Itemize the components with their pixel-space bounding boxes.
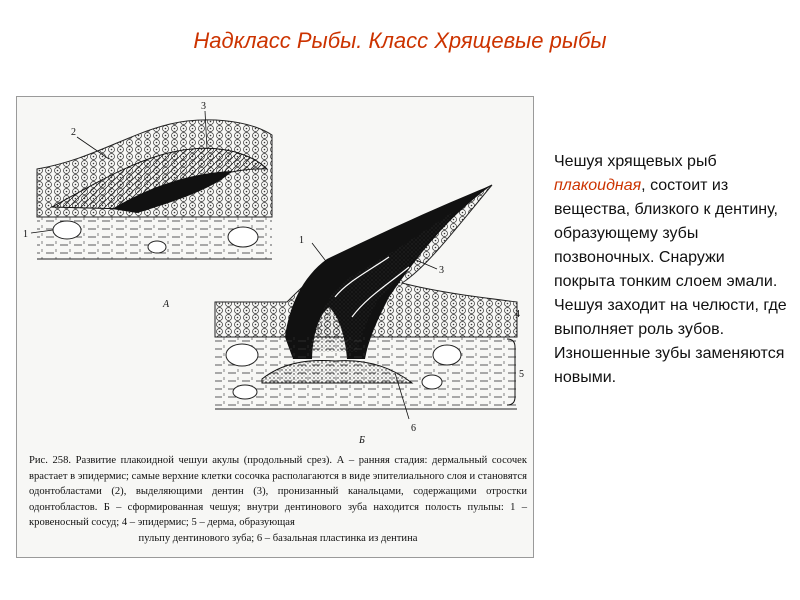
figure-illustration xyxy=(16,96,534,558)
label-b-4: 4 xyxy=(515,309,520,320)
panel-a xyxy=(23,101,272,310)
label-a-3: 3 xyxy=(201,101,206,112)
description-part1: Чешуя хрящевых рыб xyxy=(554,153,717,170)
label-b-5: 5 xyxy=(519,369,524,380)
caption-text-end: пульпу дентинового зуба; 6 – базальная пластинка из дентина xyxy=(138,532,418,544)
slide-title: Надкласс Рыбы. Класс Хрящевые рыбы xyxy=(193,28,607,53)
description-part2: , состоит из вещества, близкого к дентину, образующему зубы позвоночных. Снаружи покрыта тонким слоем эмали. Чешуя заходит на челюсти, где выполняет роль зубов. Изношенные зубы заменяются новыми. xyxy=(554,177,787,386)
description-text xyxy=(554,150,789,390)
placoid-scale-drawing xyxy=(17,97,533,447)
label-a-2: 2 xyxy=(71,127,76,138)
figure-caption xyxy=(29,453,527,547)
label-b-3: 3 xyxy=(439,265,444,276)
caption-text: Рис. 258. Развитие плакоидной чешуи акулы (продольный срез). А – ранняя стадия: дермальный сосочек врастает в эпидермис; самые верхние клетки сосочка располагаются в виде эпителиального слоя и становятся одонтобластами (2), выделяющими дентин (3), пронизанный канальцами, содержащими отростки одонтобластов. Б – сформированная чешуя; внутри дентинового зуба находится полость пульпы: 1 – кровеносный сосуд; 4 – эпидермис; 5 – дерма, образующая xyxy=(29,455,527,529)
label-b-6: 6 xyxy=(411,423,416,434)
label-b-1: 1 xyxy=(299,235,304,246)
label-panel-b: Б xyxy=(359,435,365,446)
label-panel-a: A xyxy=(163,299,170,310)
label-a-1: 1 xyxy=(23,229,28,240)
highlight-term: плакоидная xyxy=(554,177,642,194)
